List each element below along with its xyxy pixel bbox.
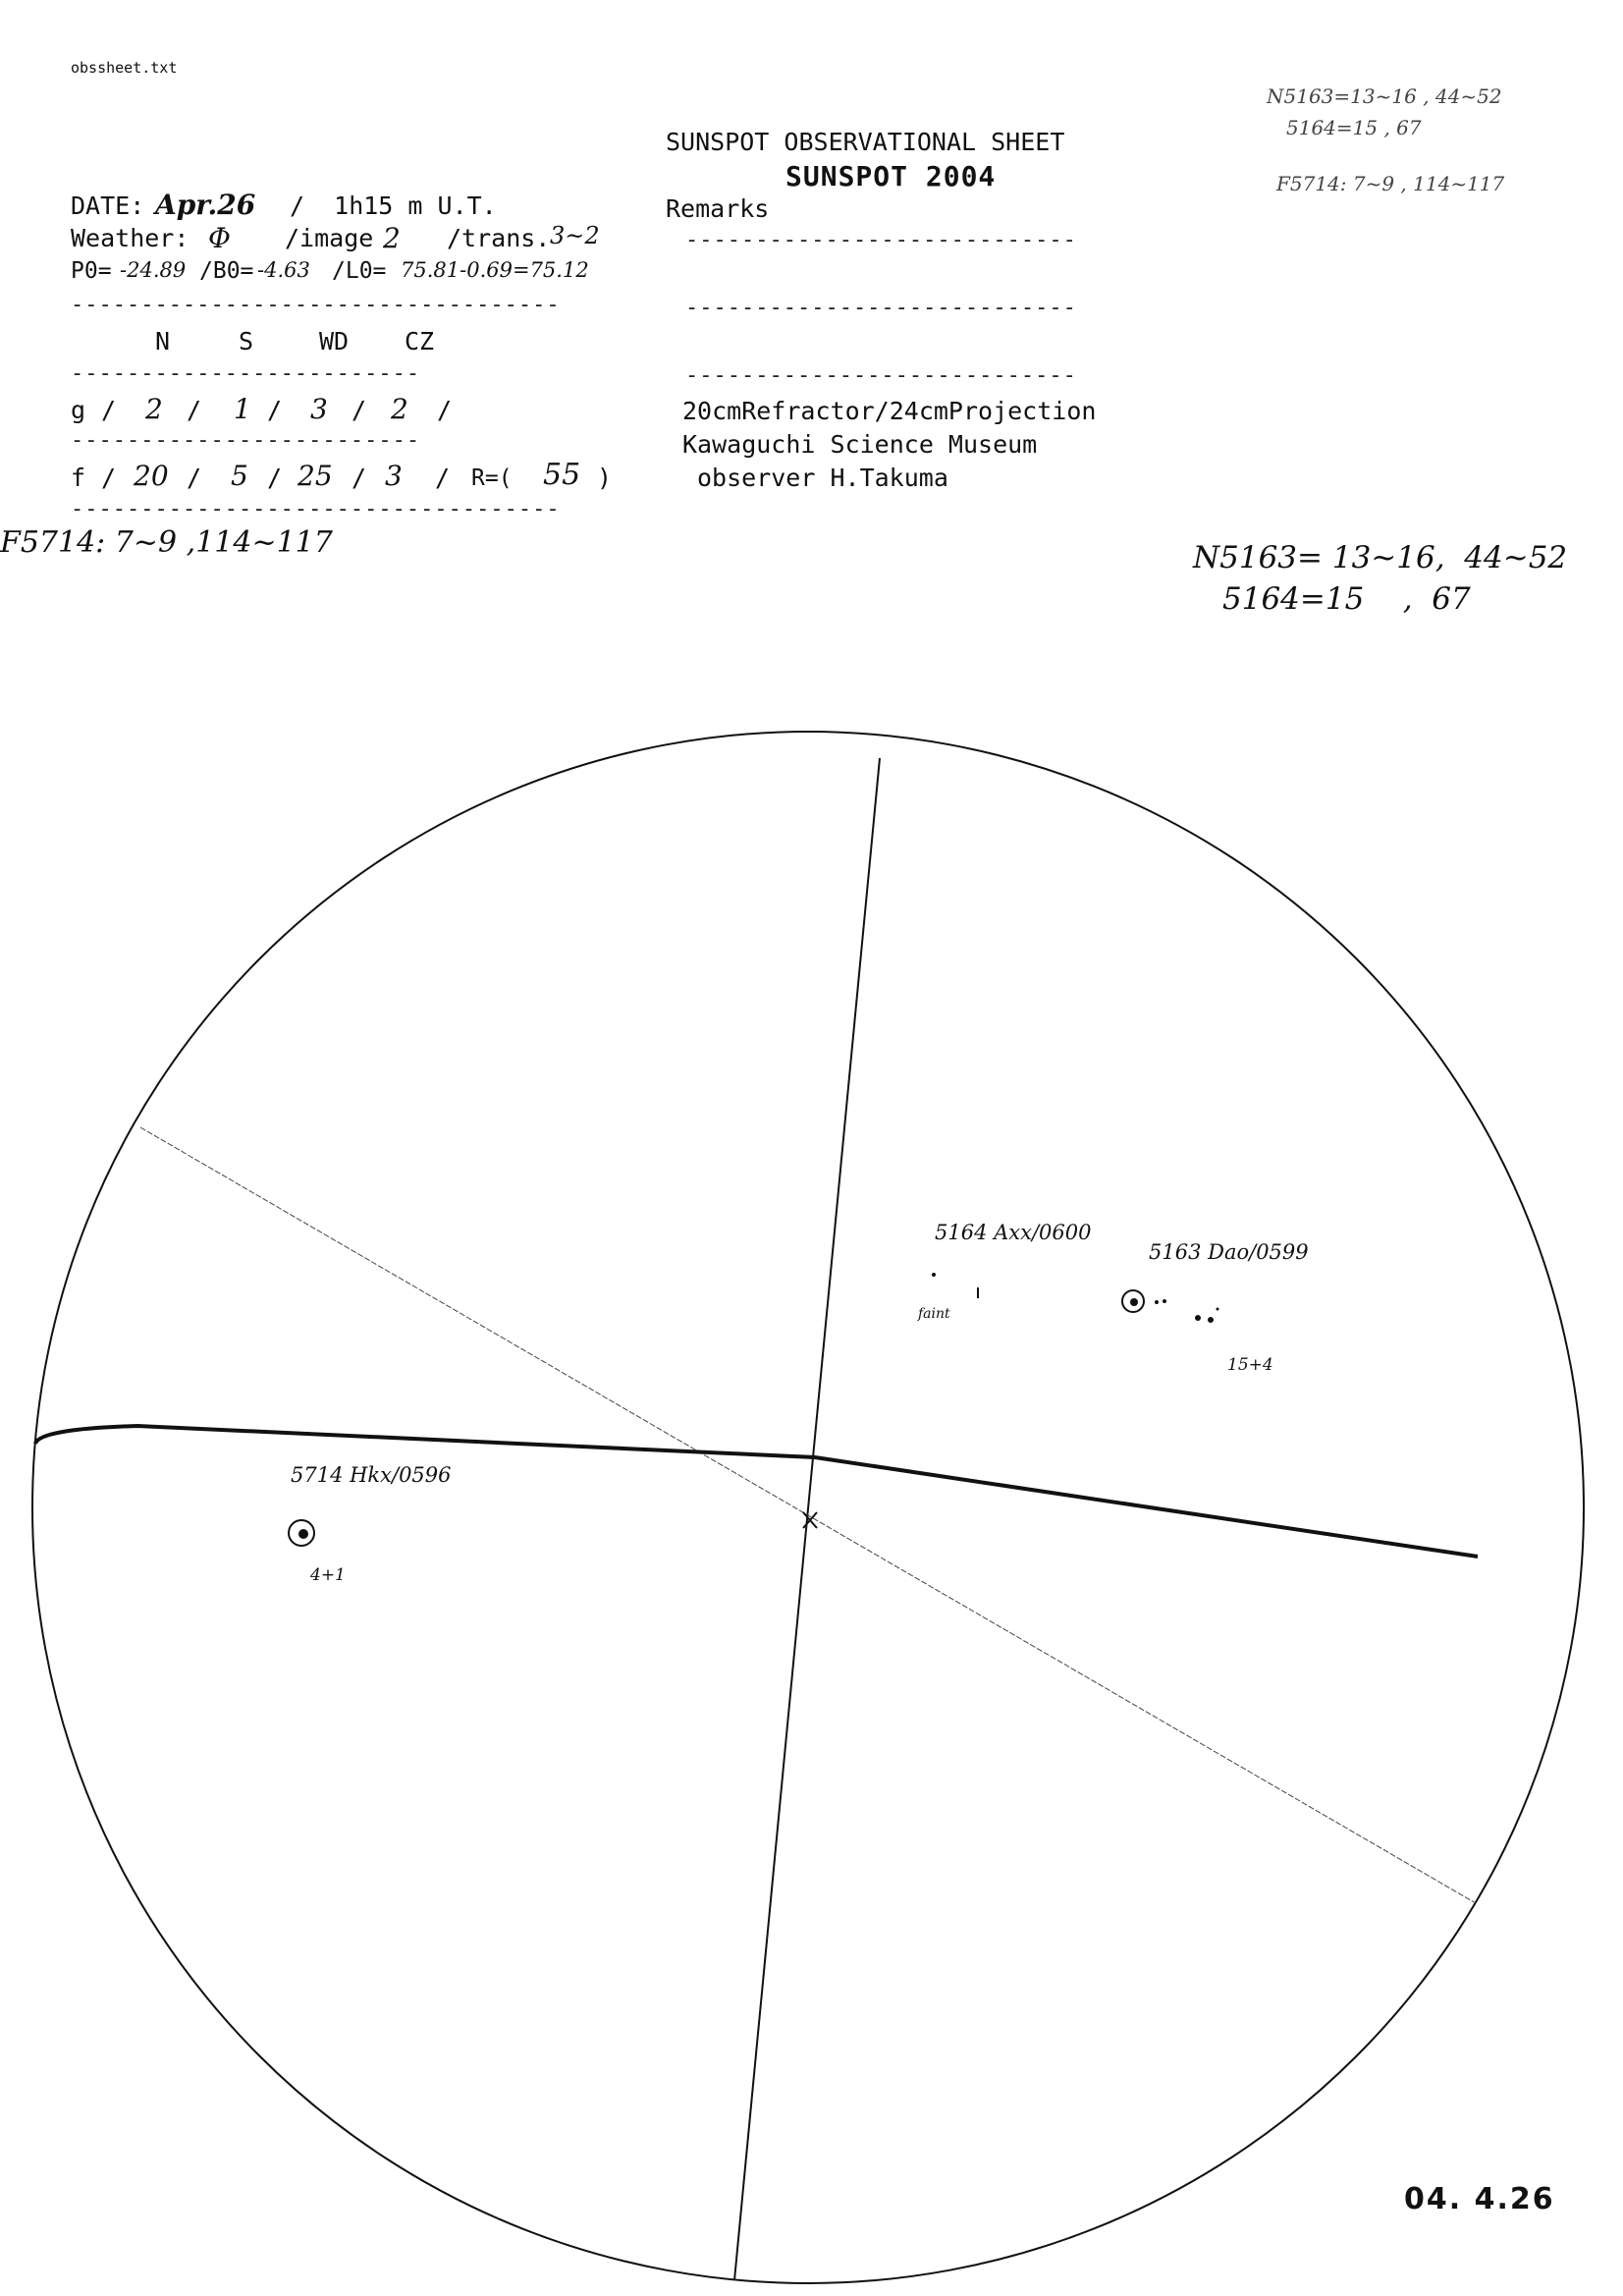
spot-5163-c [1195,1315,1201,1321]
weather-label: Weather: [71,224,189,252]
g-n: 2 [145,393,163,425]
corner-note-line-3: F5714: 7~9 , 114~117 [1276,172,1505,195]
annotation-5164: 5164 Axx/0600 [935,1221,1092,1244]
g-sep-1: / [101,396,117,424]
f-sep-5: / [435,464,451,492]
observer-text: observer H.Takuma [697,464,948,492]
right-handwritten-line-2: 5164=15 , 67 [1222,581,1471,617]
annotation-5163: 5163 Dao/0599 [1149,1240,1309,1264]
g-label: g [71,396,86,424]
g-cz: 2 [391,393,408,425]
corner-note-line-1: N5163=13~16 , 44~52 [1267,84,1502,108]
image-value: 2 [383,222,401,254]
l0-label: /L0= [332,258,387,284]
right-handwritten-line-1: N5163= 13~16, 44~52 [1193,540,1568,575]
r-close: ) [597,464,613,492]
equator-line [35,1426,1478,1557]
date-value: Apr.26 [155,189,256,221]
date-label: DATE: [71,191,145,220]
f-sep-2: / [187,464,202,492]
b0-value: -4.63 [257,258,310,282]
axis-line [734,758,880,2280]
g-wd: 3 [310,393,328,425]
sheet-subtitle: SUNSPOT 2004 [785,160,997,192]
col-wd: WD [319,327,350,355]
f-wd: 25 [298,460,333,492]
f-cz: 3 [385,460,403,492]
separator-1: ----------------------------------- [71,293,561,317]
separator-4: ----------------------------------- [71,497,561,521]
separator-2: ------------------------- [71,361,421,386]
annotation-5714-count: 4+1 [310,1565,346,1585]
r-label: R=( [471,465,513,491]
f-s: 5 [231,460,248,492]
trans-label: /trans. [447,224,551,252]
sheet-title: SUNSPOT OBSERVATIONAL SHEET [666,128,1065,156]
spot-5163-a [1155,1300,1159,1304]
l0-value: 75.81-0.69=75.12 [401,258,589,282]
f-sep-1: / [101,464,117,492]
annotation-5714: 5714 Hkx/0596 [291,1463,452,1487]
trans-value: 3~2 [550,222,600,249]
annotation-5163-count: 15+4 [1227,1355,1273,1375]
g-sep-2: / [187,396,202,424]
remarks-line-3: ---------------------------- [685,363,1077,388]
g-s: 1 [234,393,251,425]
f-label: f [71,464,86,492]
p0-label: P0= [71,258,112,284]
col-cz: CZ [405,327,435,355]
p0-value: -24.89 [120,258,187,282]
spot-5714-umbra [298,1529,308,1539]
annotation-faint: faint [918,1306,950,1322]
image-label: /image [285,224,374,252]
remarks-line-1: ---------------------------- [685,228,1077,252]
f-n: 20 [134,460,169,492]
location-text: Kawaguchi Science Museum [682,430,1038,459]
g-sep-5: / [437,396,453,424]
file-name: obssheet.txt [71,59,178,77]
separator-3: ------------------------- [71,428,421,453]
equipment-text: 20cmRefractor/24cmProjection [682,397,1097,425]
spot-5163-b [1163,1299,1166,1303]
g-sep-4: / [352,396,367,424]
time-value: / 1h15 m U.T. [290,191,497,220]
date-stamp: 04. 4.26 [1404,2182,1555,2216]
spot-5164-a [932,1273,936,1277]
corner-note-line-2: 5164=15 , 67 [1286,116,1422,139]
f-sep-3: / [267,464,283,492]
weather-value: Φ [208,222,231,254]
remarks-line-2: ---------------------------- [685,296,1077,320]
col-s: S [239,327,254,355]
left-handwritten-note: F5714: 7~9 ,114~117 [0,525,333,560]
f-sep-4: / [352,464,367,492]
spot-5163-d [1208,1317,1214,1323]
g-sep-3: / [267,396,283,424]
r-value: 55 [543,458,581,492]
b0-label: /B0= [199,258,254,284]
spot-5163-umbra [1130,1298,1138,1306]
col-n: N [155,327,171,355]
remarks-label: Remarks [666,194,770,223]
spot-5163-e [1217,1308,1219,1311]
